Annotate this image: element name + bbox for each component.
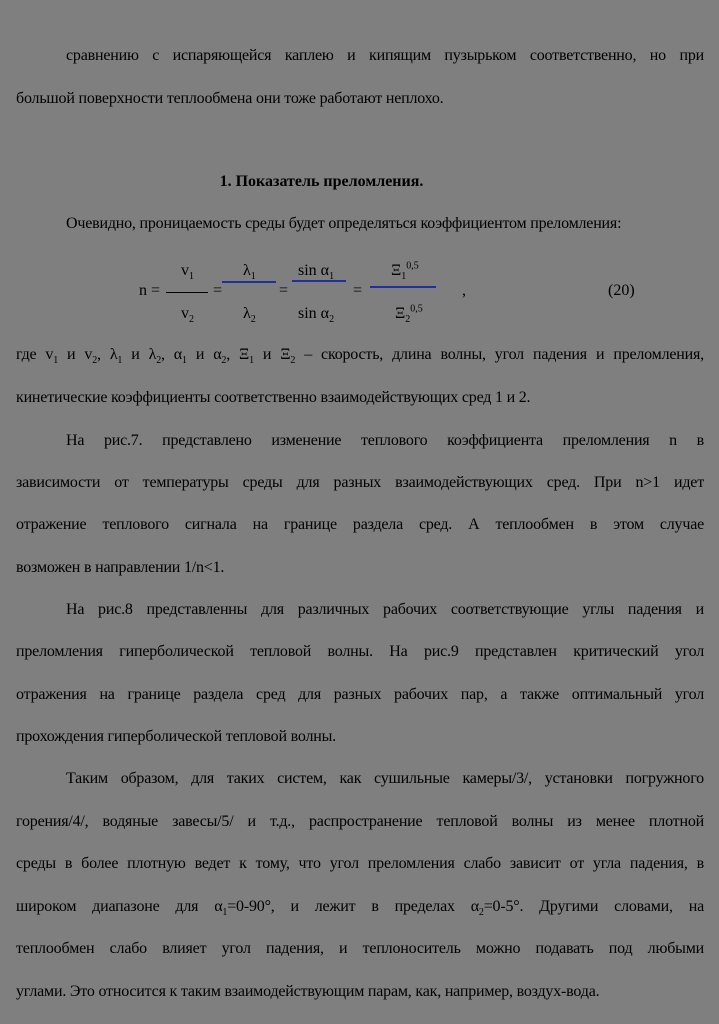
fraction-bar-sin: [292, 280, 346, 282]
para0-line2: большой поверхности теплообмена они тоже работают неплохо.: [16, 90, 444, 107]
para5-line1: Таким образом, для таких систем, как сушильные камеры/3/, установки погружного: [66, 770, 704, 787]
formula-20: [0, 250, 719, 330]
formula-eq3: =: [353, 282, 363, 299]
section-heading: 1. Показатель преломления.: [219, 173, 424, 190]
para5-line3: среды в более плотную ведет к тому, что угол преломления слабо зависит от угла падения, в: [16, 855, 704, 872]
formula-sin2: $\sin \alpha_2$: [298, 305, 335, 326]
fraction-bar-lambda: [222, 281, 276, 283]
formula-xi2: $\Xi_2^{0,5}$: [395, 303, 423, 326]
para5-line2: горения/4/, водяные завесы/5/ и т.д., распространение тепловой волны из менее плотной: [16, 813, 704, 830]
para4-line4: прохождения гиперболической тепловой волны.: [16, 728, 336, 745]
formula-lambda1: $\lambda_1$: [243, 262, 256, 283]
para4-line1: На рис.8 представленны для различных рабочих соответствующие углы падения и: [66, 601, 704, 618]
formula-sin1: $\sin \alpha_1$: [298, 262, 335, 283]
para3-line3: отражение теплового сигнала на границе раздела сред. А теплообмен в этом случае: [16, 516, 704, 533]
para3-line4: возможен в направлении 1/n<1.: [16, 559, 225, 576]
para2-line2: кинетические коэффициенты соответственно взаимодействующих сред 1 и 2.: [16, 389, 531, 406]
para2-line1: где $v_1$ и $v_2$, $\lambda_1$ и $\lambda_2$, $\alpha_1$ и $\alpha_2$, $\Xi_1$ и $\Xi_2$ – скорость, длина волны, угол падения и преломления,: [16, 346, 704, 367]
para4-line3: отражения на границе раздела сред для разных рабочих пар, а также оптимальный угол: [16, 686, 704, 703]
formula-eq1: =: [213, 282, 223, 299]
para5-line5: теплообмен слабо влияет угол падения, и теплоноситель можно подавать под любыми: [16, 940, 704, 957]
formula-xi1: $\Xi_1^{0,5}$: [391, 260, 419, 283]
formula-eq2: =: [279, 282, 289, 299]
formula-v2: $v_2$: [181, 305, 194, 326]
formula-n-equals: n =: [139, 282, 161, 299]
para4-line2: преломления гиперболической тепловой волны. На рис.9 представлен критический угол: [16, 643, 704, 660]
formula-v1: $v_1$: [181, 262, 194, 283]
formula-lambda2: $\lambda_2$: [243, 305, 256, 326]
para3-line1: На рис.7. представлено изменение теплового коэффициента преломления n в: [66, 432, 704, 449]
para3-line2: зависимости от температуры среды для разных взаимодействующих сред. При n>1 идет: [16, 474, 704, 491]
fraction-bar-v: [166, 292, 208, 293]
formula-number: (20): [608, 282, 635, 299]
fraction-bar-xi: [370, 286, 436, 288]
para0-line1: сравнению с испаряющейся каплею и кипящим пузырьком соответственно, но при: [66, 47, 704, 64]
para5-line4: широком диапазоне для $\alpha_1=0-90^\circ$, и лежит в пределах $\alpha_2=0-5^\circ$. Другими словами, на: [16, 898, 704, 919]
para5-line6: углами. Это относится к таким взаимодействующим парам, как, например, воздух-вода.: [16, 983, 600, 1000]
para1-line1: Очевидно, проницаемость среды будет определяться коэффициентом преломления:: [66, 215, 622, 232]
formula-comma: ,: [462, 282, 466, 299]
